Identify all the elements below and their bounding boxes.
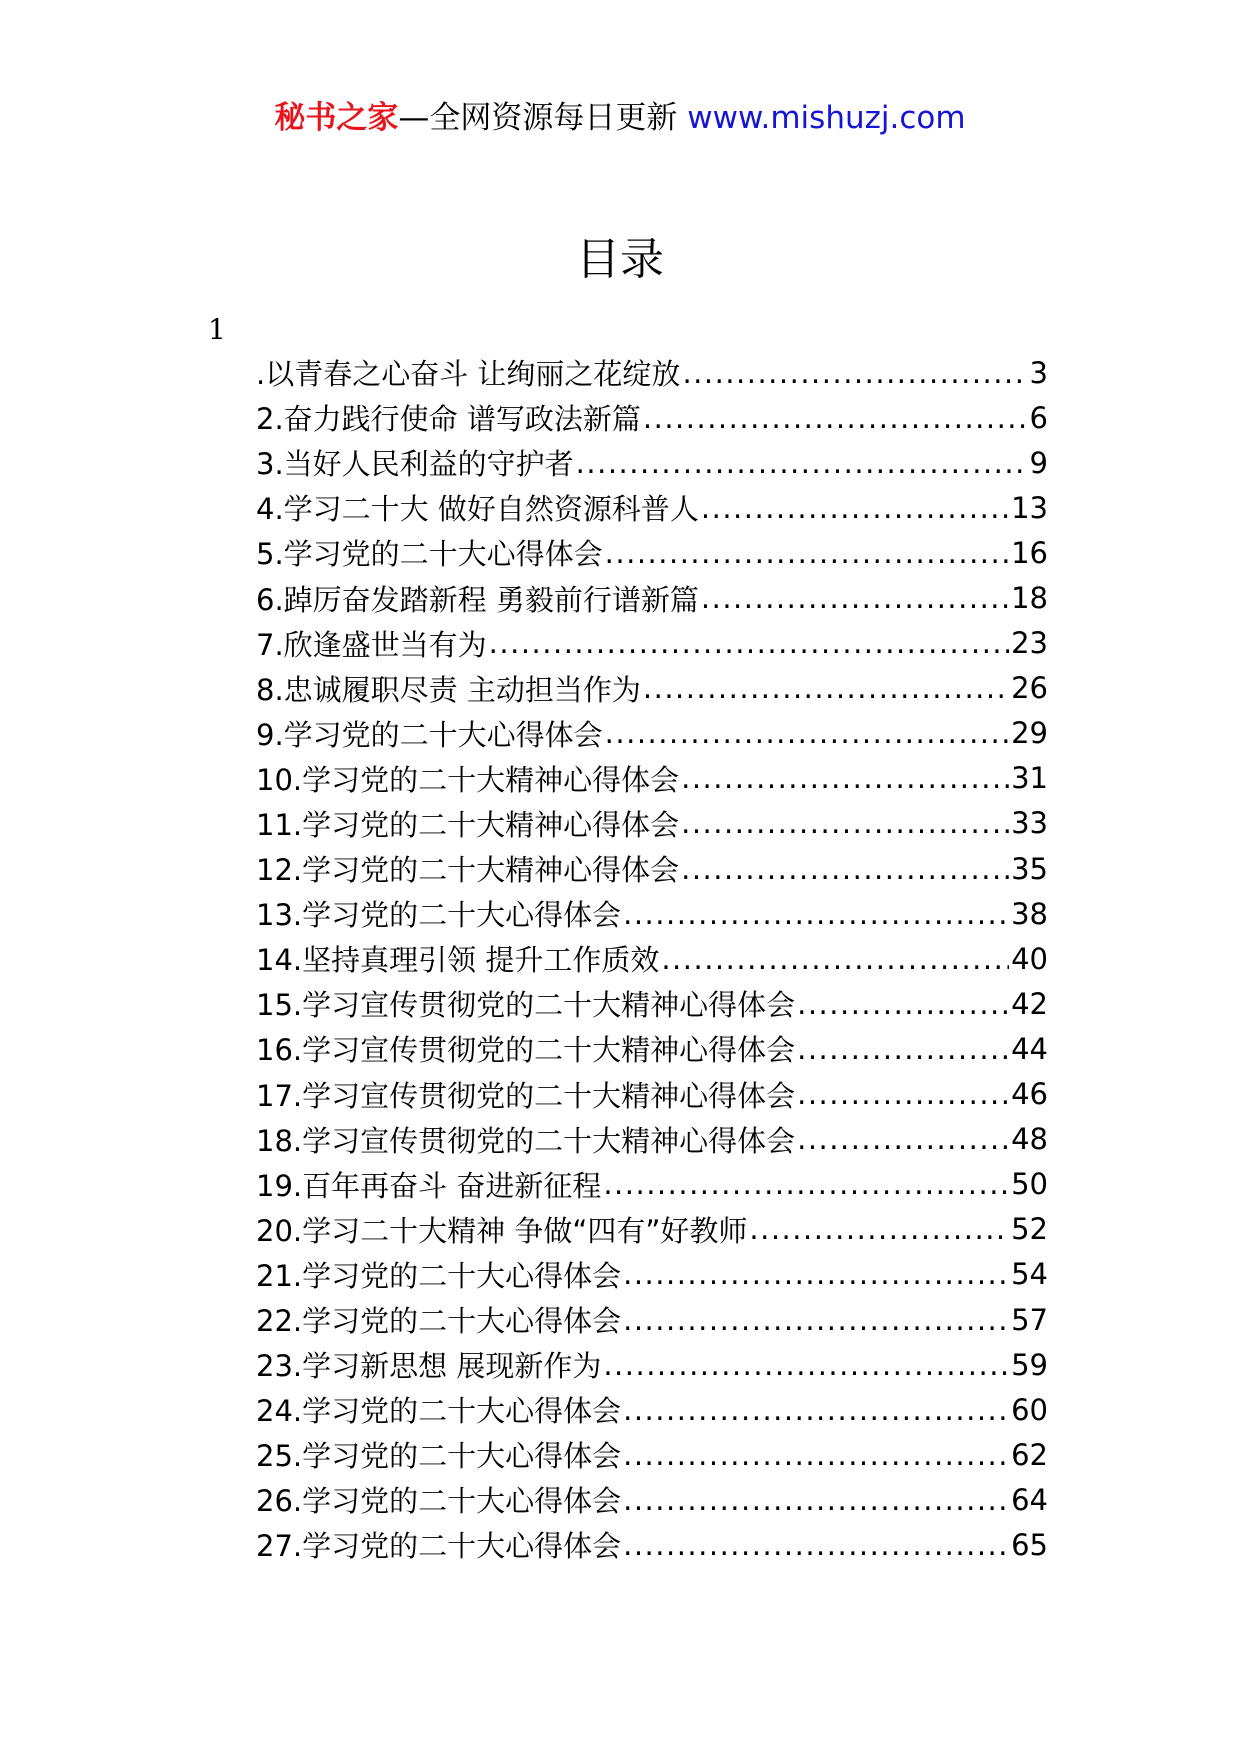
toc-entry[interactable] [256, 981, 1048, 1026]
toc-entry-title: 13.学习党的二十大心得体会 [256, 898, 622, 933]
toc-entry-title: 5.学习党的二十大心得体会 [256, 537, 603, 572]
toc-entry-title: 15.学习宣传贯彻党的二十大精神心得体会 [256, 988, 796, 1023]
toc-entry[interactable] [256, 1162, 1048, 1207]
toc-entry[interactable] [256, 756, 1048, 801]
toc-entry[interactable] [256, 350, 1048, 395]
toc-entry-page: 13 [1011, 490, 1048, 525]
toc-entry[interactable] [256, 1477, 1048, 1522]
toc-entry[interactable] [256, 1072, 1048, 1117]
toc-entry[interactable] [256, 1117, 1048, 1162]
toc-entry[interactable] [256, 395, 1048, 440]
toc-leader-dots [623, 1483, 1009, 1517]
toc-entry-page: 50 [1011, 1167, 1048, 1202]
toc-entry[interactable] [256, 1026, 1048, 1071]
toc-leader-dots [681, 806, 1009, 840]
toc-entry-title: 6.踔厉奋发踏新程 勇毅前行谱新篇 [256, 582, 699, 617]
toc-leader-dots [603, 1348, 1009, 1382]
toc-entry[interactable] [256, 1207, 1048, 1252]
toc-entry[interactable] [256, 621, 1048, 666]
toc-leader-dots [576, 446, 1028, 480]
toc-entry-page: 54 [1011, 1257, 1048, 1292]
toc-entry-title: 23.学习新思想 展现新作为 [256, 1349, 602, 1384]
toc-entry-page: 31 [1011, 761, 1048, 796]
toc-entry[interactable] [256, 575, 1048, 620]
toc-entry[interactable] [256, 1252, 1048, 1297]
header-tagline: —全网资源每日更新 [398, 100, 688, 136]
toc-leader-dots [623, 1303, 1009, 1337]
page-header [0, 98, 1240, 138]
toc-entry-title: 26.学习党的二十大心得体会 [256, 1484, 622, 1519]
toc-entry[interactable] [256, 1432, 1048, 1477]
toc-entry-page: 60 [1011, 1392, 1048, 1427]
toc-entry-title: 19.百年再奋斗 奋进新征程 [256, 1168, 602, 1203]
toc-entry[interactable] [256, 711, 1048, 756]
table-of-contents [256, 350, 1048, 1568]
toc-entry-page: 44 [1011, 1031, 1048, 1066]
toc-leader-dots [797, 987, 1009, 1021]
toc-leader-dots [681, 852, 1009, 886]
list-number-marker: 1 [208, 313, 226, 346]
toc-entry-title: 17.学习宣传贯彻党的二十大精神心得体会 [256, 1078, 796, 1113]
toc-leader-dots [623, 1438, 1009, 1472]
toc-entry-title: 3.当好人民利益的守护者 [256, 447, 574, 482]
toc-entry-title: 20.学习二十大精神 争做“四有”好教师 [256, 1213, 748, 1248]
toc-leader-dots [681, 761, 1009, 795]
toc-entry-page: 33 [1011, 806, 1048, 841]
brand-name: 秘书之家 [274, 100, 399, 136]
toc-leader-dots [489, 626, 1009, 660]
toc-entry-page: 23 [1011, 626, 1048, 661]
toc-entry-title: 16.学习宣传贯彻党的二十大精神心得体会 [256, 1033, 796, 1068]
toc-leader-dots [749, 1212, 1009, 1246]
toc-entry-page: 48 [1011, 1122, 1048, 1157]
toc-leader-dots [603, 1167, 1009, 1201]
toc-leader-dots [643, 401, 1028, 435]
toc-entry-title: 9.学习党的二十大心得体会 [256, 717, 603, 752]
toc-entry[interactable] [256, 530, 1048, 575]
toc-leader-dots [605, 716, 1009, 750]
site-url-link[interactable]: www.mishuzj.com [687, 100, 966, 136]
toc-entry[interactable] [256, 666, 1048, 711]
toc-leader-dots [623, 1528, 1009, 1562]
toc-entry-page: 29 [1011, 716, 1048, 751]
toc-entry-page: 42 [1011, 986, 1048, 1021]
toc-entry-title: 12.学习党的二十大精神心得体会 [256, 853, 680, 888]
toc-leader-dots [623, 1393, 1009, 1427]
toc-entry-title: 11.学习党的二十大精神心得体会 [256, 807, 680, 842]
toc-entry-page: 52 [1011, 1212, 1048, 1247]
toc-entry-page: 59 [1011, 1347, 1048, 1382]
toc-entry-title: .以青春之心奋斗 让绚丽之花绽放 [256, 357, 681, 392]
page-title: 目录 [576, 234, 664, 285]
toc-entry[interactable] [256, 1297, 1048, 1342]
toc-leader-dots [797, 1122, 1009, 1156]
toc-entry-title: 10.学习党的二十大精神心得体会 [256, 762, 680, 797]
toc-leader-dots [701, 581, 1009, 615]
toc-entry-page: 46 [1011, 1077, 1048, 1112]
toc-entry[interactable] [256, 485, 1048, 530]
toc-leader-dots [661, 942, 1009, 976]
toc-entry-page: 26 [1011, 671, 1048, 706]
toc-leader-dots [605, 536, 1009, 570]
toc-entry[interactable] [256, 891, 1048, 936]
toc-entry[interactable] [256, 846, 1048, 891]
toc-entry[interactable] [256, 440, 1048, 485]
toc-entry-page: 57 [1011, 1302, 1048, 1337]
toc-entry-title: 2.奋力践行使命 谱写政法新篇 [256, 402, 641, 437]
toc-leader-dots [623, 1257, 1009, 1291]
toc-entry[interactable] [256, 801, 1048, 846]
toc-entry[interactable] [256, 1342, 1048, 1387]
toc-entry-page: 18 [1011, 581, 1048, 616]
toc-entry-page: 64 [1011, 1482, 1048, 1517]
toc-entry-page: 9 [1029, 445, 1048, 480]
toc-entry-title: 21.学习党的二十大心得体会 [256, 1258, 622, 1293]
toc-entry-page: 3 [1029, 355, 1048, 390]
toc-entry-page: 16 [1011, 535, 1048, 570]
toc-entry-title: 25.学习党的二十大心得体会 [256, 1439, 622, 1474]
toc-leader-dots [623, 897, 1009, 931]
toc-entry[interactable] [256, 936, 1048, 981]
toc-entry-page: 40 [1011, 941, 1048, 976]
toc-leader-dots [643, 671, 1009, 705]
toc-entry-title: 7.欣逢盛世当有为 [256, 627, 487, 662]
toc-entry-title: 14.坚持真理引领 提升工作质效 [256, 943, 660, 978]
toc-entry-page: 35 [1011, 851, 1048, 886]
toc-entry-title: 8.忠诚履职尽责 主动担当作为 [256, 672, 641, 707]
toc-leader-dots [797, 1077, 1009, 1111]
toc-leader-dots [701, 491, 1009, 525]
toc-entry-page: 65 [1011, 1527, 1048, 1562]
toc-entry-title: 18.学习宣传贯彻党的二十大精神心得体会 [256, 1123, 796, 1158]
toc-entry-title: 24.学习党的二十大心得体会 [256, 1394, 622, 1429]
toc-leader-dots [682, 356, 1027, 390]
toc-entry-page: 6 [1029, 400, 1048, 435]
toc-leader-dots [797, 1032, 1009, 1066]
toc-entry-page: 38 [1011, 896, 1048, 931]
toc-entry-title: 22.学习党的二十大心得体会 [256, 1304, 622, 1339]
toc-entry[interactable] [256, 1387, 1048, 1432]
toc-entry-title: 27.学习党的二十大心得体会 [256, 1529, 622, 1564]
toc-entry-page: 62 [1011, 1437, 1048, 1472]
toc-entry[interactable] [256, 1522, 1048, 1567]
toc-entry-title: 4.学习二十大 做好自然资源科普人 [256, 492, 699, 527]
